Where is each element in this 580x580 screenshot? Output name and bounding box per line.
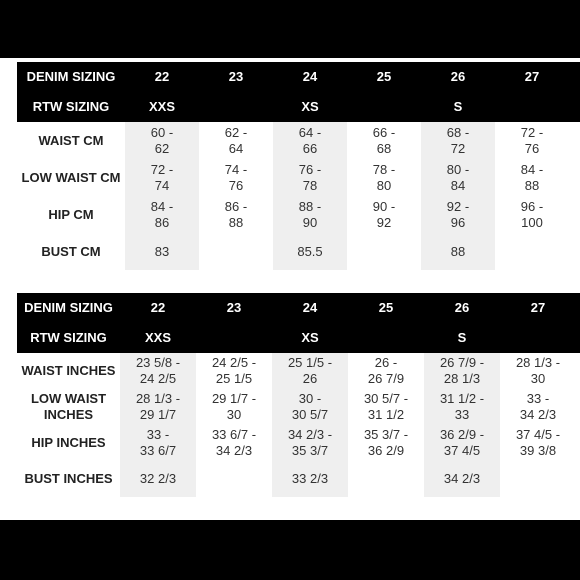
rtw-xxs: XXS: [148, 99, 175, 114]
table-cell: 74 - 76: [224, 161, 248, 193]
header-label-denim: DENIM SIZING: [26, 69, 116, 84]
table-cell: 66 - 68: [372, 124, 396, 156]
table-cell: 64 - 66: [273, 122, 347, 159]
table-cell: 29 1/7 - 30: [211, 391, 257, 422]
table-cell: 88: [421, 233, 495, 270]
rtw-xs: XS: [301, 99, 319, 114]
rtw-blank: [495, 92, 569, 122]
table-cell: 36 2/9 - 37 4/5: [424, 425, 500, 461]
header-label-rtw: RTW SIZING: [32, 99, 110, 114]
table-row: [17, 425, 580, 461]
row-label: LOW WAIST CM: [21, 169, 121, 185]
table-cell: 72 - 76: [520, 124, 544, 156]
table-cell: 62 - 64: [224, 124, 248, 156]
size-26: 26: [454, 300, 470, 315]
table-cell: 72 - 74: [125, 159, 199, 196]
table-cell: [347, 233, 421, 270]
rtw-blank: [199, 92, 273, 122]
table-cell: 35 3/7 - 36 2/9: [363, 427, 409, 458]
table-cell: 33 - 34 2/3: [519, 391, 557, 422]
size-23: 23: [228, 69, 244, 84]
size-25: 25: [376, 69, 392, 84]
row-label: LOW WAIST INCHES: [30, 391, 107, 422]
table-cell: 28 1/3 - 30: [515, 355, 561, 386]
table-cell: 85.5: [273, 233, 347, 270]
rtw-blank: [347, 92, 421, 122]
table-cell: 30 5/7 - 31 1/2: [363, 391, 409, 422]
row-label: BUST CM: [41, 243, 101, 259]
table-cell: [500, 461, 576, 497]
table-cell: 23 5/8 - 24 2/5: [120, 353, 196, 389]
table-cell: 33 6/7 - 34 2/3: [211, 427, 257, 458]
table-cell: 34 2/3 - 35 3/7: [272, 425, 348, 461]
table-row: [17, 196, 580, 233]
size-table-inches-body: [17, 353, 580, 497]
table-cell: 84 - 86: [125, 196, 199, 233]
table-cell: [495, 233, 569, 270]
table-edge: [574, 62, 580, 122]
rtw-s: S: [453, 99, 463, 114]
denim-sizing-header-row: [17, 293, 580, 323]
row-label: WAIST INCHES: [21, 363, 116, 378]
table-row: [17, 353, 580, 389]
size-22: 22: [154, 69, 170, 84]
table-cell: 37 4/5 - 39 3/8: [515, 427, 561, 458]
denim-sizing-header-row: [17, 62, 580, 92]
table-cell: 33 2/3: [272, 461, 348, 497]
size-chart-sheet: [0, 58, 580, 520]
table-cell: 26 - 26 7/9: [367, 355, 405, 386]
table-cell: 30 - 30 5/7: [272, 389, 348, 425]
header-label-rtw: RTW SIZING: [30, 330, 107, 345]
row-label: BUST INCHES: [24, 471, 113, 486]
table-cell: 88 - 90: [273, 196, 347, 233]
table-cell: [196, 461, 272, 497]
size-table-cm-body: [17, 122, 580, 270]
size-22: 22: [150, 300, 166, 315]
size-table-inches: [17, 293, 580, 497]
table-cell: 28 1/3 - 29 1/7: [120, 389, 196, 425]
size-24: 24: [302, 300, 318, 315]
table-cell: [348, 461, 424, 497]
header-label-denim: DENIM SIZING: [24, 300, 113, 315]
table-row: [17, 389, 580, 425]
table-cell: 76 - 78: [273, 159, 347, 196]
table-row: [17, 233, 580, 270]
table-row: [17, 122, 580, 159]
size-23: 23: [226, 300, 242, 315]
table-cell: 78 - 80: [372, 161, 396, 193]
rtw-xxs: XXS: [144, 330, 171, 345]
rtw-xs: XS: [301, 330, 319, 345]
table-cell: [199, 233, 273, 270]
table-row: [17, 159, 580, 196]
table-row: [17, 461, 580, 497]
size-27: 27: [530, 300, 546, 315]
table-cell: 26 7/9 - 28 1/3: [424, 353, 500, 389]
table-cell: 83: [125, 233, 199, 270]
row-label: WAIST CM: [38, 132, 104, 148]
table-cell: 68 - 72: [421, 122, 495, 159]
row-label: HIP INCHES: [31, 435, 106, 450]
table-edge: [574, 293, 580, 353]
table-cell: 86 - 88: [224, 198, 248, 230]
size-25: 25: [378, 300, 394, 315]
table-cell: 60 - 62: [125, 122, 199, 159]
size-24: 24: [302, 69, 318, 84]
rtw-s: S: [457, 330, 467, 345]
size-27: 27: [524, 69, 540, 84]
table-cell: 32 2/3: [120, 461, 196, 497]
table-cell: 31 1/2 - 33: [424, 389, 500, 425]
table-cell: 92 - 96: [421, 196, 495, 233]
row-label: HIP CM: [48, 206, 94, 222]
table-cell: 80 - 84: [421, 159, 495, 196]
table-cell: 33 - 33 6/7: [120, 425, 196, 461]
table-cell: 84 - 88: [520, 161, 544, 193]
table-cell: 34 2/3: [424, 461, 500, 497]
table-cell: 96 - 100: [520, 198, 544, 230]
rtw-blank: [348, 323, 424, 353]
rtw-sizing-header-row: [17, 323, 580, 353]
table-cell: 24 2/5 - 25 1/5: [211, 355, 257, 386]
table-cell: 25 1/5 - 26: [272, 353, 348, 389]
size-26: 26: [450, 69, 466, 84]
rtw-blank: [500, 323, 576, 353]
rtw-sizing-header-row: [17, 92, 580, 122]
size-table-cm: [17, 62, 580, 270]
rtw-blank: [196, 323, 272, 353]
table-cell: 90 - 92: [372, 198, 396, 230]
